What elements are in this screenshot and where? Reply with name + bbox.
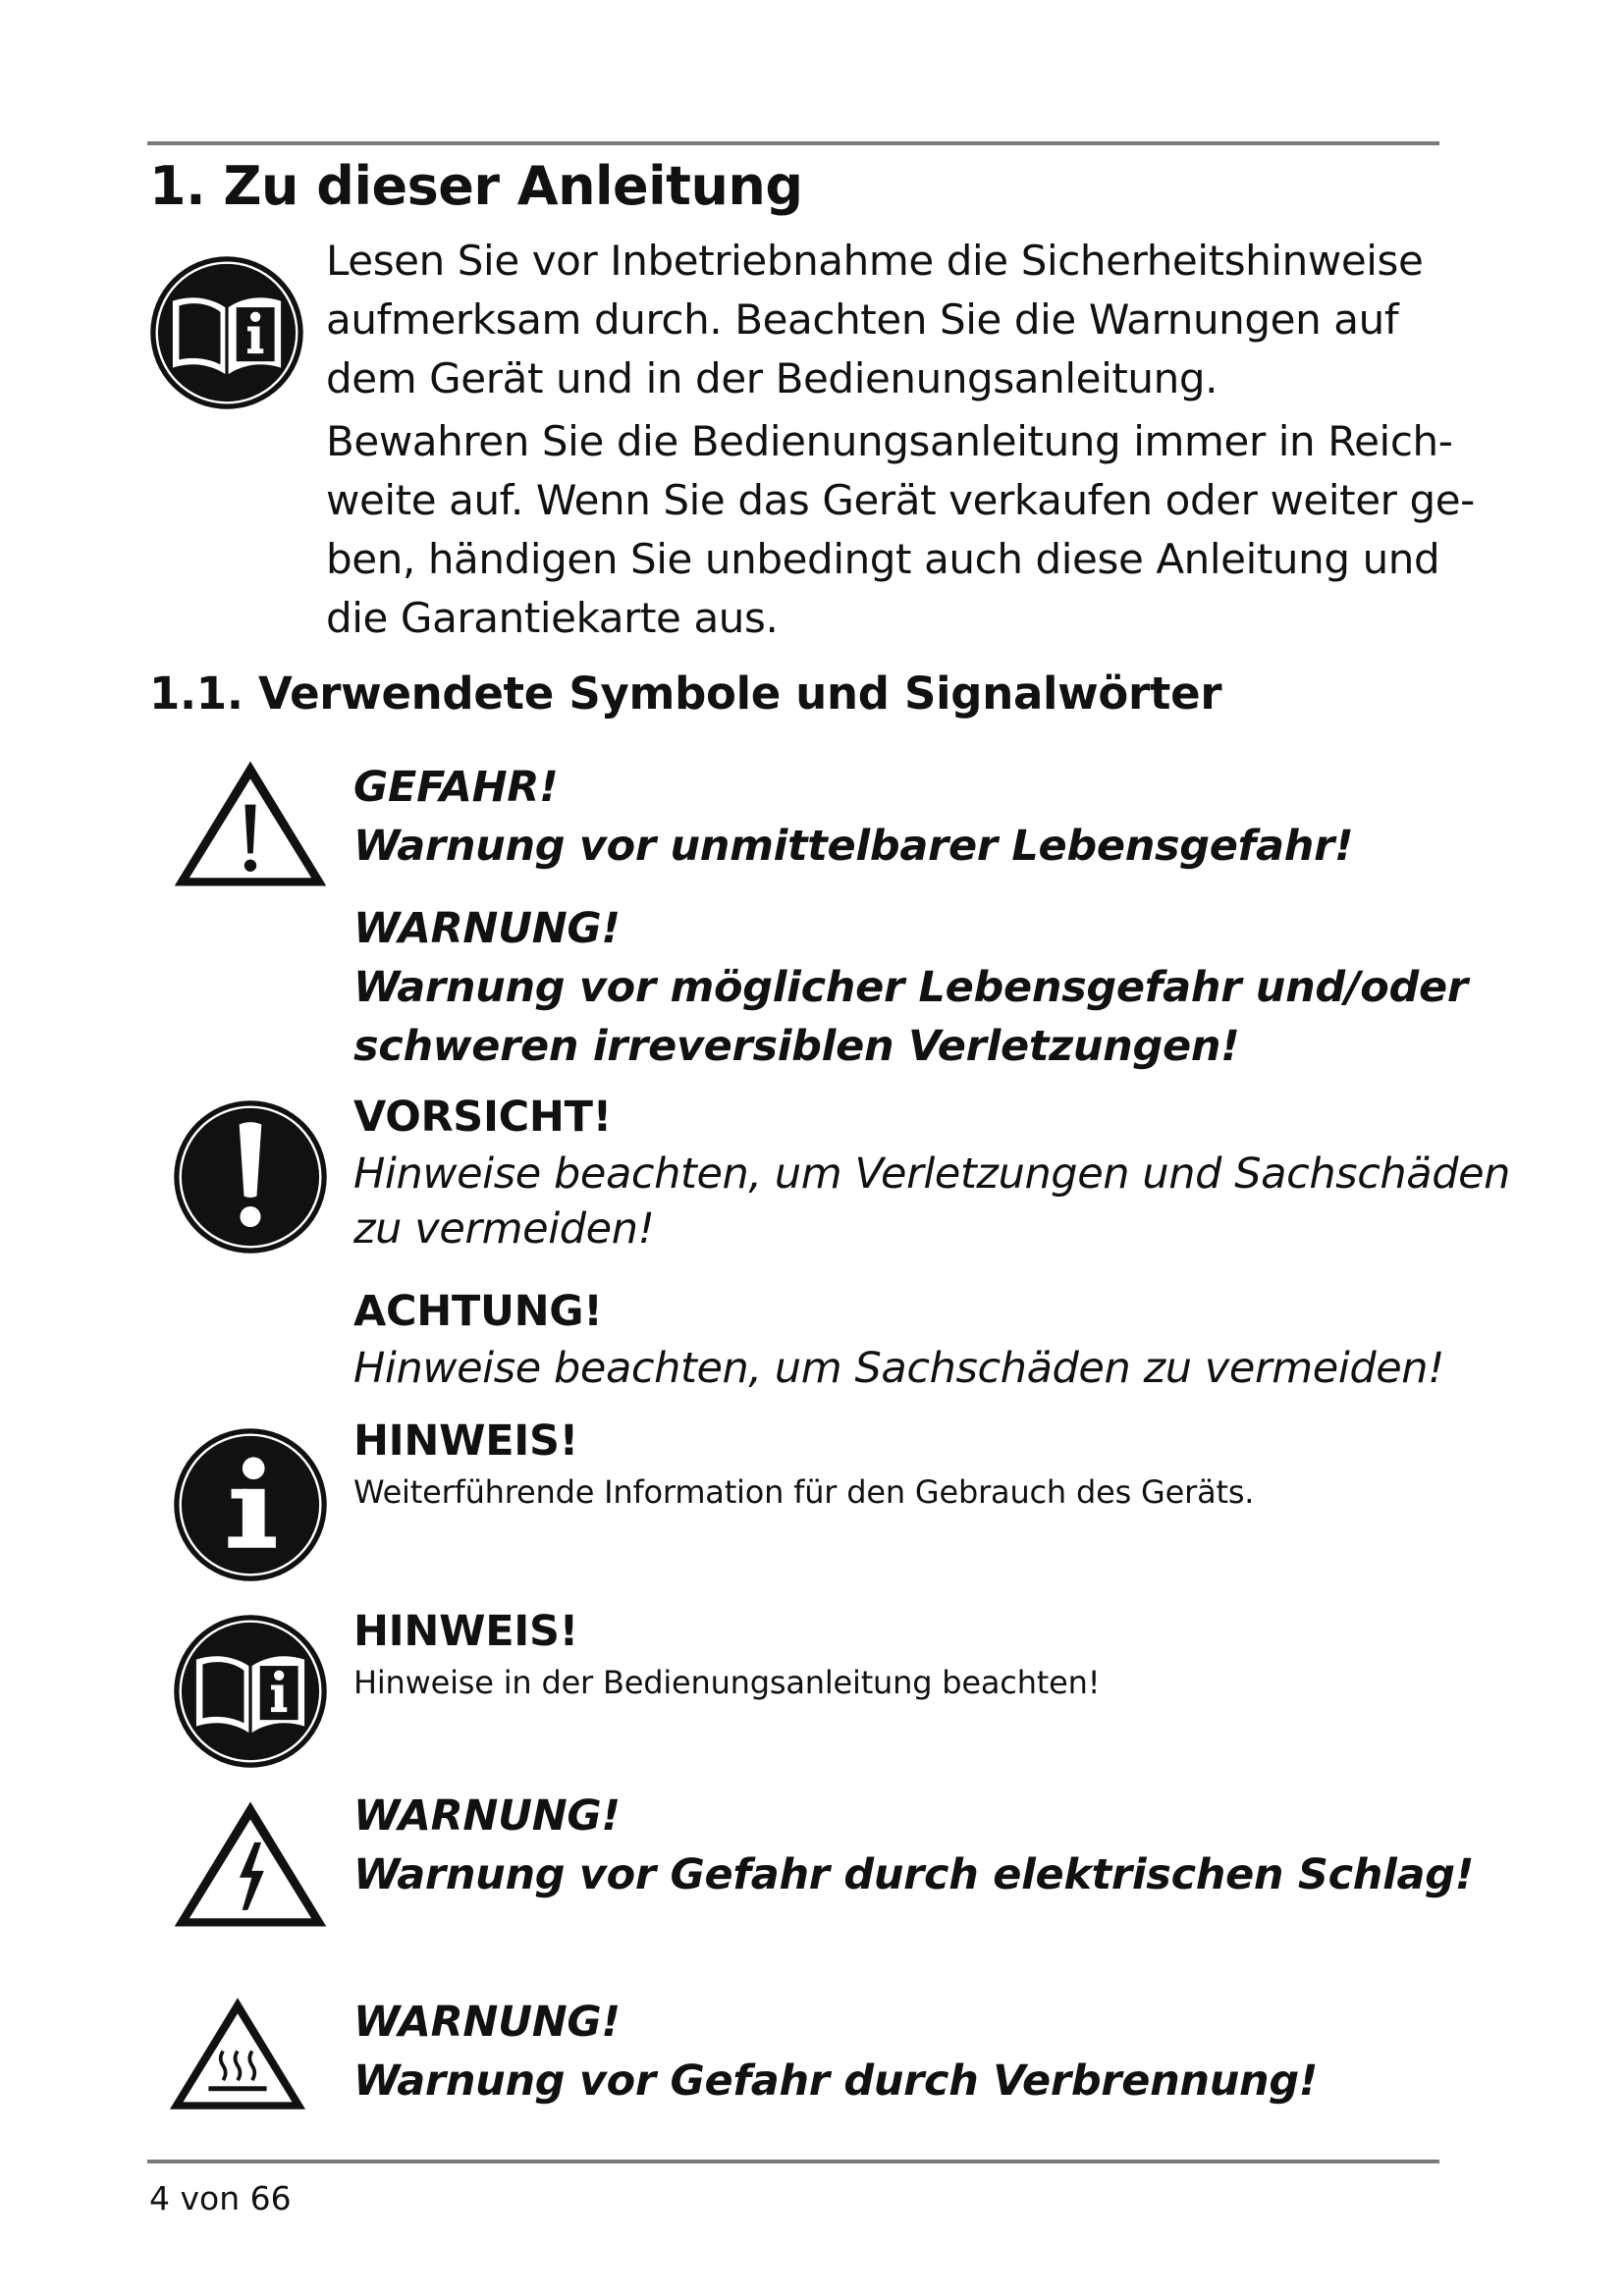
keep-paragraph bbox=[326, 412, 1475, 648]
intro-line: aufmerksam durch. Beachten Sie die Warnungen auf bbox=[326, 295, 1399, 344]
keep-line: ben, händigen Sie unbedingt auch diese Anleitung und bbox=[326, 535, 1440, 583]
lightning-triangle-icon bbox=[169, 1796, 332, 1932]
section-number: 1. bbox=[149, 155, 206, 217]
keep-line: Bewahren Sie die Bedienungsanleitung immer in Reich- bbox=[326, 417, 1453, 465]
section-title: Zu dieser Anleitung bbox=[223, 155, 803, 217]
signal-word: HINWEIS! bbox=[353, 1607, 578, 1656]
signal-text: schweren irreversiblen Verletzungen! bbox=[353, 1022, 1240, 1071]
manual-info-icon bbox=[171, 1612, 330, 1771]
signal-vorsicht bbox=[353, 1088, 1510, 1256]
subsection-number: 1.1. bbox=[149, 667, 244, 720]
signal-warnung-hitze bbox=[353, 1993, 1318, 2110]
subsection-title: Verwendete Symbole und Signalwörter bbox=[258, 667, 1222, 720]
signal-word: WARNUNG! bbox=[353, 1791, 621, 1841]
signal-text: Hinweise beachten, um Sachschäden zu vermeiden! bbox=[353, 1344, 1445, 1393]
subsection-heading bbox=[149, 667, 1221, 720]
signal-hinweis-manual bbox=[353, 1602, 1100, 1704]
signal-word: ACHTUNG! bbox=[353, 1287, 603, 1336]
signal-text: Warnung vor Gefahr durch elektrischen Schlag! bbox=[353, 1850, 1475, 1899]
exclamation-circle-icon bbox=[171, 1097, 330, 1256]
signal-text: Warnung vor unmittelbarer Lebensgefahr! bbox=[353, 822, 1354, 871]
signal-text: Weiterführende Information für den Gebrauch des Geräts. bbox=[353, 1473, 1255, 1511]
signal-text: Hinweise in der Bedienungsanleitung beachten! bbox=[353, 1664, 1101, 1701]
signal-text: Warnung vor Gefahr durch Verbrennung! bbox=[353, 2056, 1319, 2106]
page-number: 4 von 66 bbox=[149, 2179, 292, 2217]
info-circle-icon bbox=[171, 1425, 330, 1584]
keep-line: die Garantiekarte aus. bbox=[326, 594, 779, 642]
hot-surface-triangle-icon bbox=[165, 1993, 310, 2114]
top-rule bbox=[147, 141, 1439, 145]
keep-line: weite auf. Wenn Sie das Gerät verkaufen oder weiter ge- bbox=[326, 476, 1475, 524]
exclamation-triangle-icon bbox=[169, 756, 332, 891]
intro-line: Lesen Sie vor Inbetriebnahme die Sicherheitshinweise bbox=[326, 237, 1424, 285]
signal-word: HINWEIS! bbox=[353, 1416, 578, 1466]
signal-text: Warnung vor möglicher Lebensgefahr und/oder bbox=[353, 963, 1468, 1012]
signal-word: WARNUNG! bbox=[353, 904, 621, 953]
signal-warnung bbox=[353, 899, 1468, 1076]
signal-gefahr bbox=[353, 758, 1353, 876]
signal-word: WARNUNG! bbox=[353, 1998, 621, 2047]
bottom-rule bbox=[147, 2160, 1439, 2163]
signal-text: zu vermeiden! bbox=[353, 1204, 655, 1254]
signal-text: Hinweise beachten, um Verletzungen und Sachschäden bbox=[353, 1149, 1511, 1199]
signal-warnung-elektro bbox=[353, 1787, 1474, 1904]
signal-hinweis-info bbox=[353, 1412, 1254, 1514]
signal-word: GEFAHR! bbox=[353, 763, 559, 812]
section-heading bbox=[149, 155, 803, 217]
signal-word: VORSICHT! bbox=[353, 1093, 612, 1142]
intro-line: dem Gerät und in der Bedienungsanleitung. bbox=[326, 354, 1218, 402]
signal-achtung bbox=[353, 1282, 1444, 1396]
manual-info-icon bbox=[147, 253, 306, 412]
intro-paragraph bbox=[326, 232, 1423, 408]
